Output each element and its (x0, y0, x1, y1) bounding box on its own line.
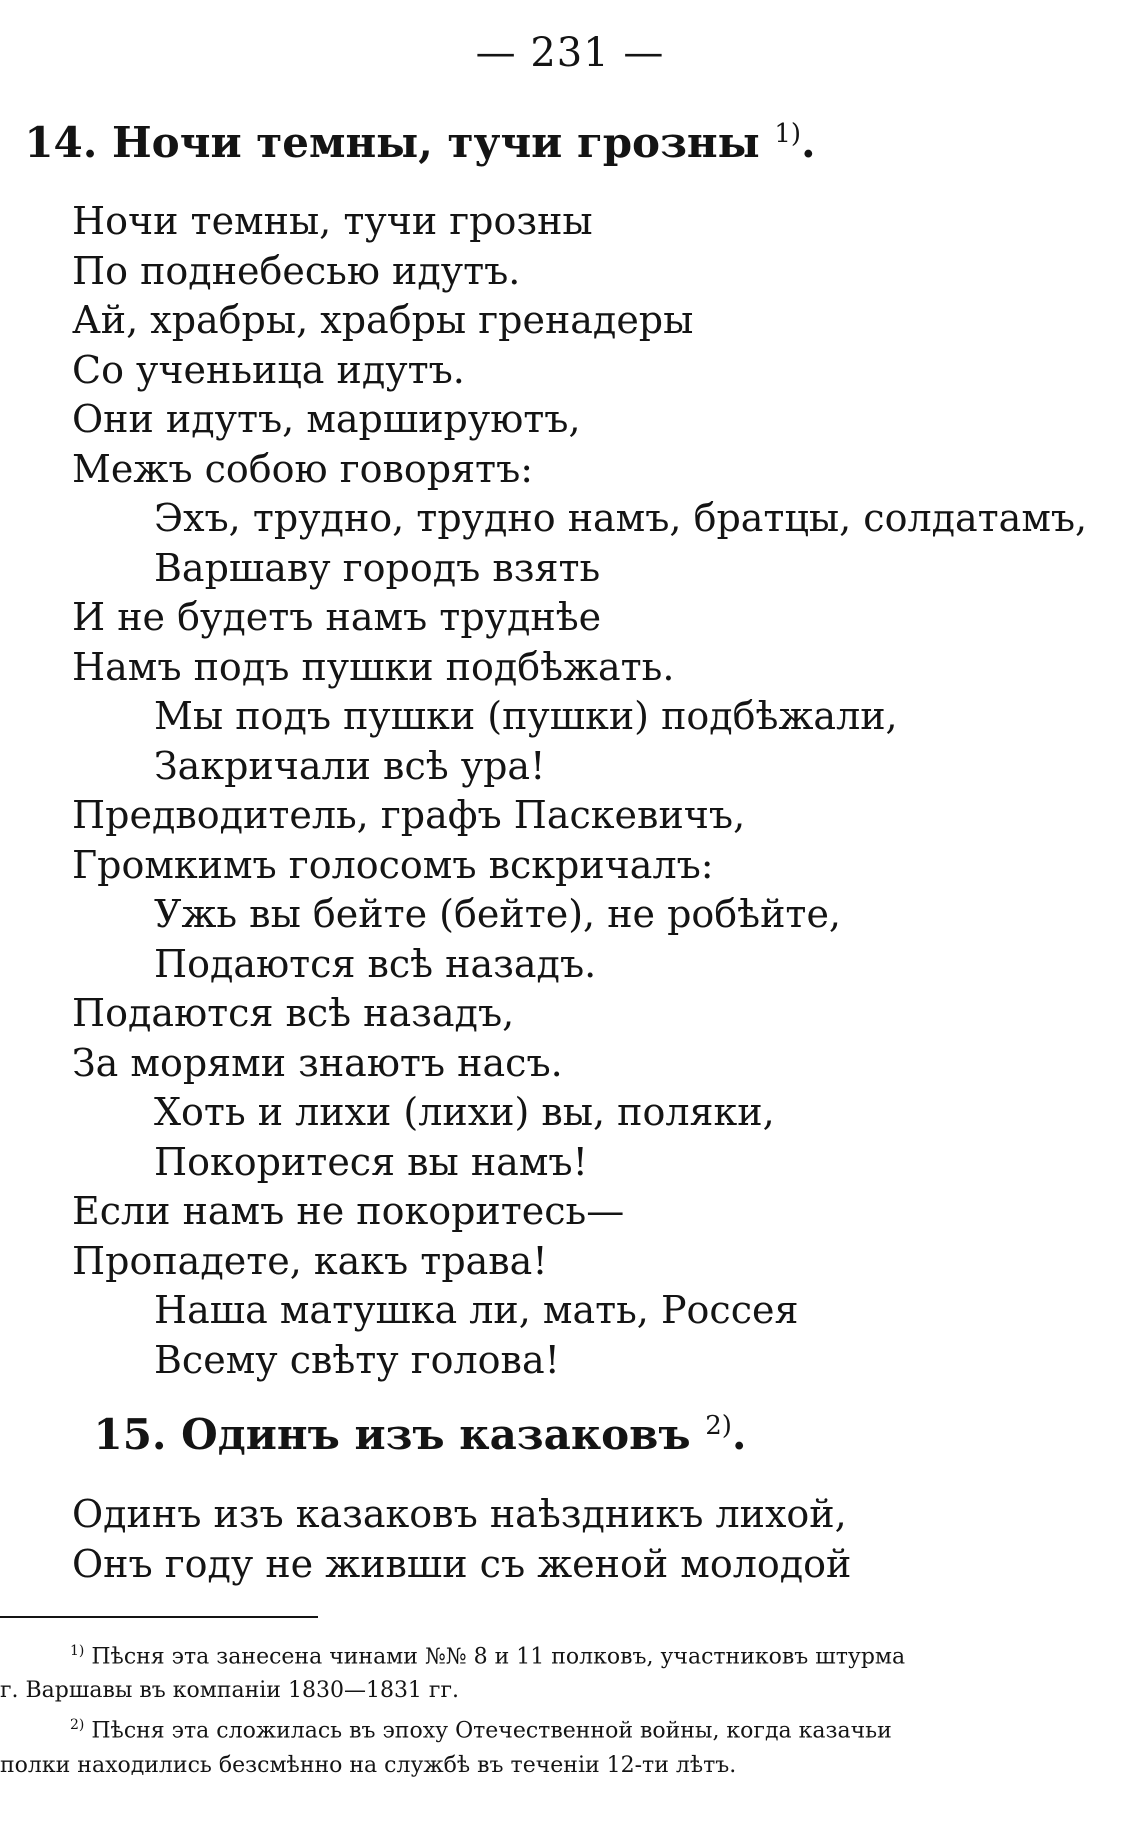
verse-line: Со ученьица идутъ. (72, 347, 465, 392)
verse-line: Подаются всѣ назадъ, (72, 991, 515, 1035)
verse-line: Хоть и лихи (лихи) вы, поляки, (154, 1090, 775, 1134)
verse-line: Громкимъ голосомъ вскричалъ: (72, 842, 714, 887)
footnote-2-mark: 2) (70, 1717, 85, 1734)
verse-line: По поднебесью идутъ. (72, 248, 521, 293)
verse-line: Если намъ не покоритесь— (72, 1189, 625, 1233)
song-15-verse (72, 1490, 851, 1589)
verse-line: Ай, храбры, храбры гренадеры (72, 298, 694, 342)
footnote-1-mark: 1) (70, 1643, 85, 1659)
footnotes (0, 1634, 1000, 1783)
verse-line: Мы подъ пушки (пушки) подбѣжали, (154, 694, 898, 738)
song-14-verse (72, 197, 1087, 1385)
verse-line: И не будетъ намъ труднѣе (72, 595, 602, 639)
footnote-2-line-1 (0, 1708, 1000, 1748)
footnote-1-line-1 (0, 1634, 1000, 1674)
verse-line: Покоритеся вы намъ! (154, 1139, 588, 1184)
footnote-1-text: Пѣсня эта занесена чинами №№ 8 и 11 полковъ, участниковъ штурма (91, 1644, 906, 1670)
verse-line: Закричали всѣ ура! (154, 743, 546, 788)
verse-line: Предводитель, графъ Паскевичъ, (72, 793, 746, 837)
song-title-15: 15. Одинъ изъ казаковъ $^{2)}$. (93, 1410, 747, 1459)
footnote-mark: 2) (705, 1411, 732, 1441)
verse-line: Ночи темны, тучи грозны (72, 199, 593, 243)
verse-line: Ужь вы бейте (бейте), не робѣйте, (154, 892, 842, 936)
verse-line: Варшаву городъ взять (154, 545, 601, 590)
verse-line: Эхъ, трудно, трудно намъ, братцы, солдатамъ, (154, 496, 1088, 540)
footnote-mark: 1) (774, 119, 802, 149)
verse-line: Онъ году не живши съ женой молодой (72, 1541, 852, 1586)
verse-line: Межъ собою говорятъ: (72, 446, 534, 491)
footnote-divider (0, 1616, 318, 1618)
verse-line: Подаются всѣ назадъ. (154, 941, 597, 986)
page-number: — 231 — (475, 30, 665, 76)
verse-line: Всему свѣту голова! (154, 1337, 560, 1382)
footnote-2-text: Пѣсня эта сложилась въ эпоху Отечественной войны, когда казачьи (91, 1718, 892, 1744)
verse-line: За морями знаютъ насъ. (72, 1040, 563, 1085)
song-title-text: 14. Ночи темны, тучи грозны (24, 118, 760, 167)
verse-line: Намъ подъ пушки подбѣжать. (72, 644, 675, 689)
verse-line: Одинъ изъ казаковъ наѣздникъ лихой, (72, 1492, 847, 1536)
verse-line: Пропадете, какъ трава! (72, 1238, 548, 1283)
verse-line: Они идутъ, маршируютъ, (72, 397, 581, 441)
footnote-1-line-2: г. Варшавы въ компаніи 1830—1831 гг. (0, 1678, 459, 1704)
song-title-14: 14. Ночи темны, тучи грозны $^{1)}$. (24, 118, 816, 167)
verse-line: Наша матушка ли, мать, Россея (154, 1288, 799, 1332)
footnote-2-line-2: полки находились безсмѣнно на службѣ въ теченіи 12-ти лѣтъ. (0, 1752, 737, 1778)
song-title-text: 15. Одинъ изъ казаковъ (93, 1410, 691, 1459)
